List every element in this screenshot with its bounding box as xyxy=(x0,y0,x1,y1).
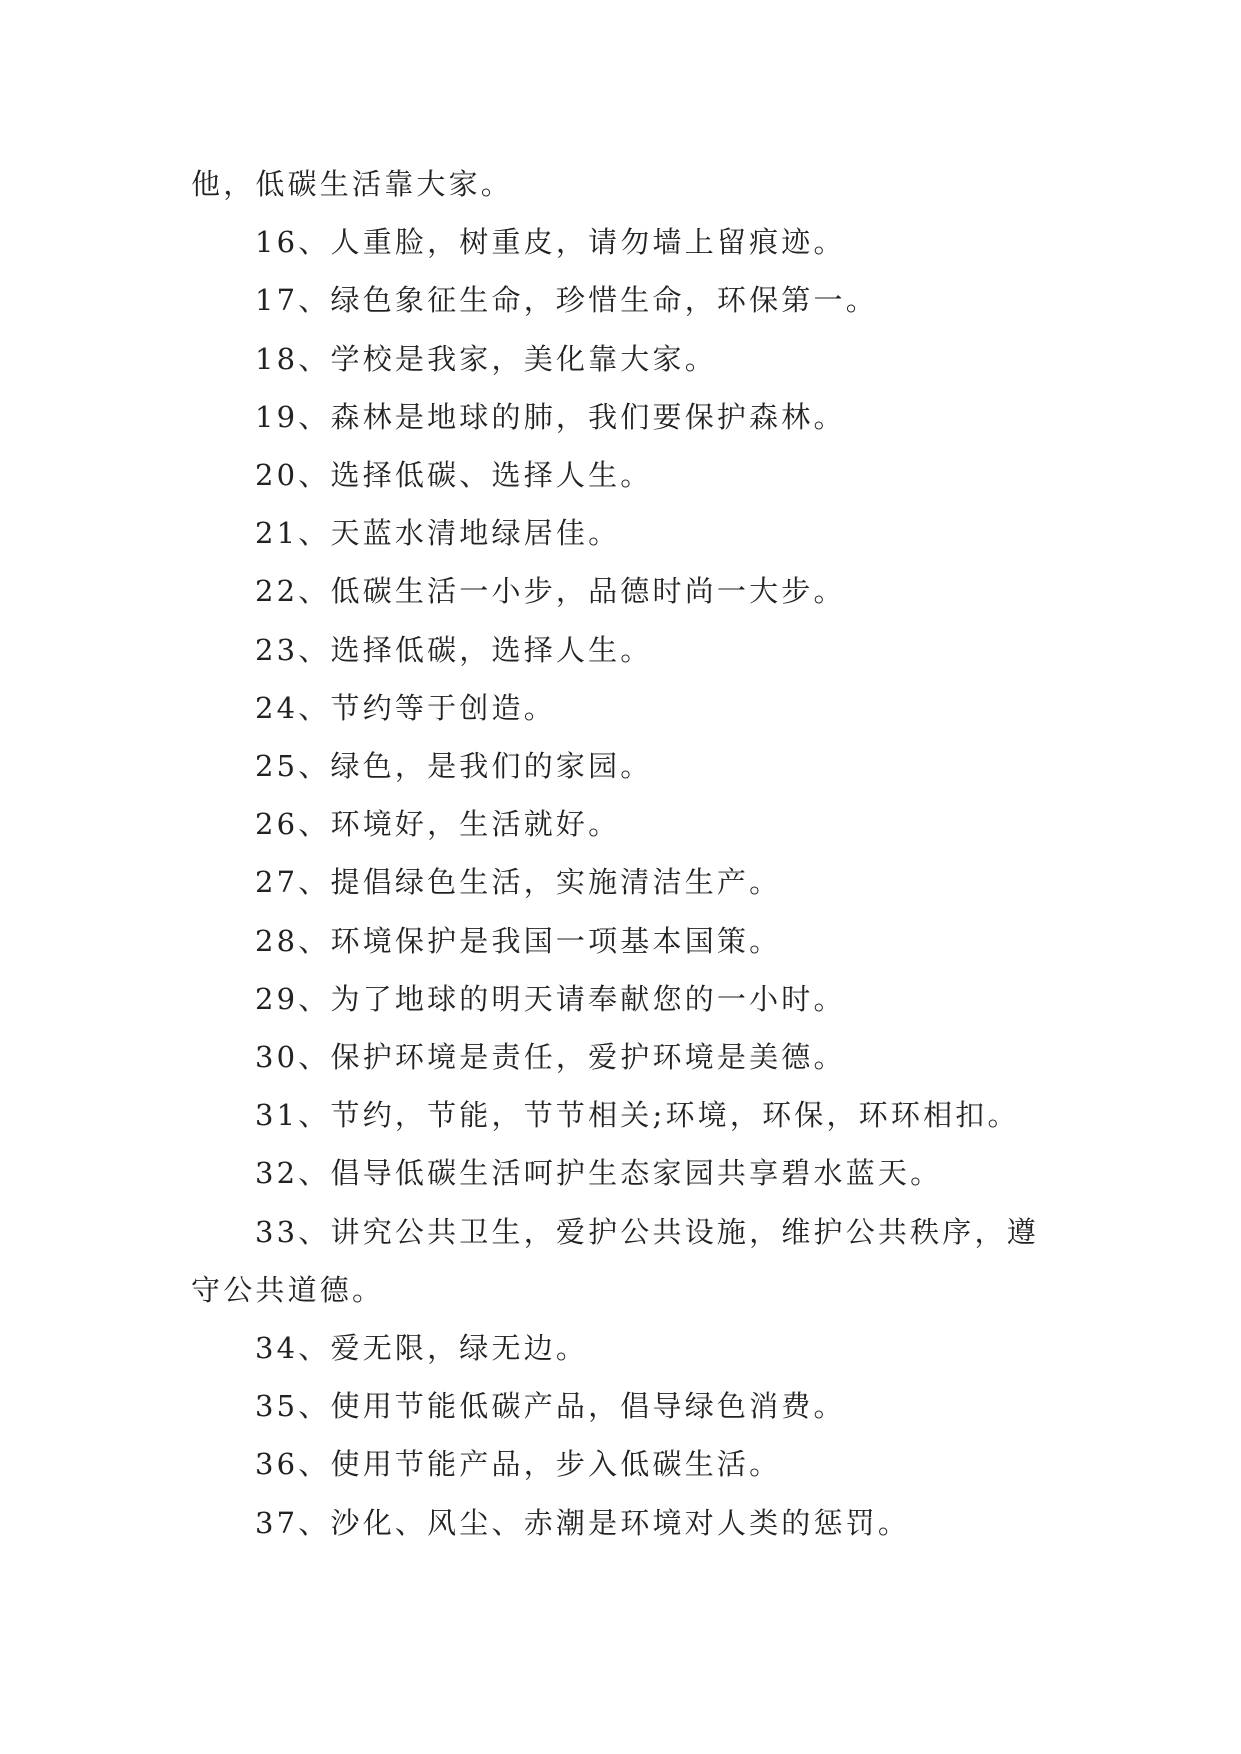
slogan-23: 23、选择低碳，选择人生。 xyxy=(255,632,653,667)
slogan-34: 34、爱无限，绿无边。 xyxy=(255,1331,589,1366)
slogan-26: 26、环境好，生活就好。 xyxy=(255,807,621,842)
slogan-22: 22、低碳生活一小步，品德时尚一大步。 xyxy=(255,574,846,609)
slogan-18: 18、学校是我家，美化靠大家。 xyxy=(255,341,717,376)
document-body xyxy=(191,155,1061,1552)
slogan-31: 31、节约，节能，节节相关;环境，环保，环环相扣。 xyxy=(255,1098,1020,1133)
slogan-25: 25、绿色，是我们的家园。 xyxy=(255,749,653,784)
slogan-24: 24、节约等于创造。 xyxy=(255,690,556,725)
slogan-37: 37、沙化、风尘、赤潮是环境对人类的惩罚。 xyxy=(255,1505,911,1540)
slogan-36: 36、使用节能产品，步入低碳生活。 xyxy=(255,1447,782,1482)
slogan-29: 29、为了地球的明天请奉献您的一小时。 xyxy=(255,981,846,1016)
slogan-32: 32、倡导低碳生活呵护生态家园共享碧水蓝天。 xyxy=(255,1156,943,1191)
slogan-35: 35、使用节能低碳产品，倡导绿色消费。 xyxy=(255,1389,846,1424)
slogan-33: 33、讲究公共卫生，爱护公共设施，维护公共秩序，遵守公共道德。 xyxy=(191,1214,1039,1307)
slogan-21: 21、天蓝水清地绿居佳。 xyxy=(255,516,621,551)
paragraph-continuation: 他，低碳生活靠大家。 xyxy=(191,167,514,201)
slogan-28: 28、环境保护是我国一项基本国策。 xyxy=(255,923,782,958)
slogan-27: 27、提倡绿色生活，实施清洁生产。 xyxy=(255,865,782,900)
slogan-16: 16、人重脸，树重皮，请勿墙上留痕迹。 xyxy=(255,225,846,260)
slogan-30: 30、保护环境是责任，爱护环境是美德。 xyxy=(255,1040,846,1075)
slogan-19: 19、森林是地球的肺，我们要保护森林。 xyxy=(255,399,846,434)
slogan-17: 17、绿色象征生命，珍惜生命，环保第一。 xyxy=(255,283,878,318)
slogan-20: 20、选择低碳、选择人生。 xyxy=(255,458,653,493)
